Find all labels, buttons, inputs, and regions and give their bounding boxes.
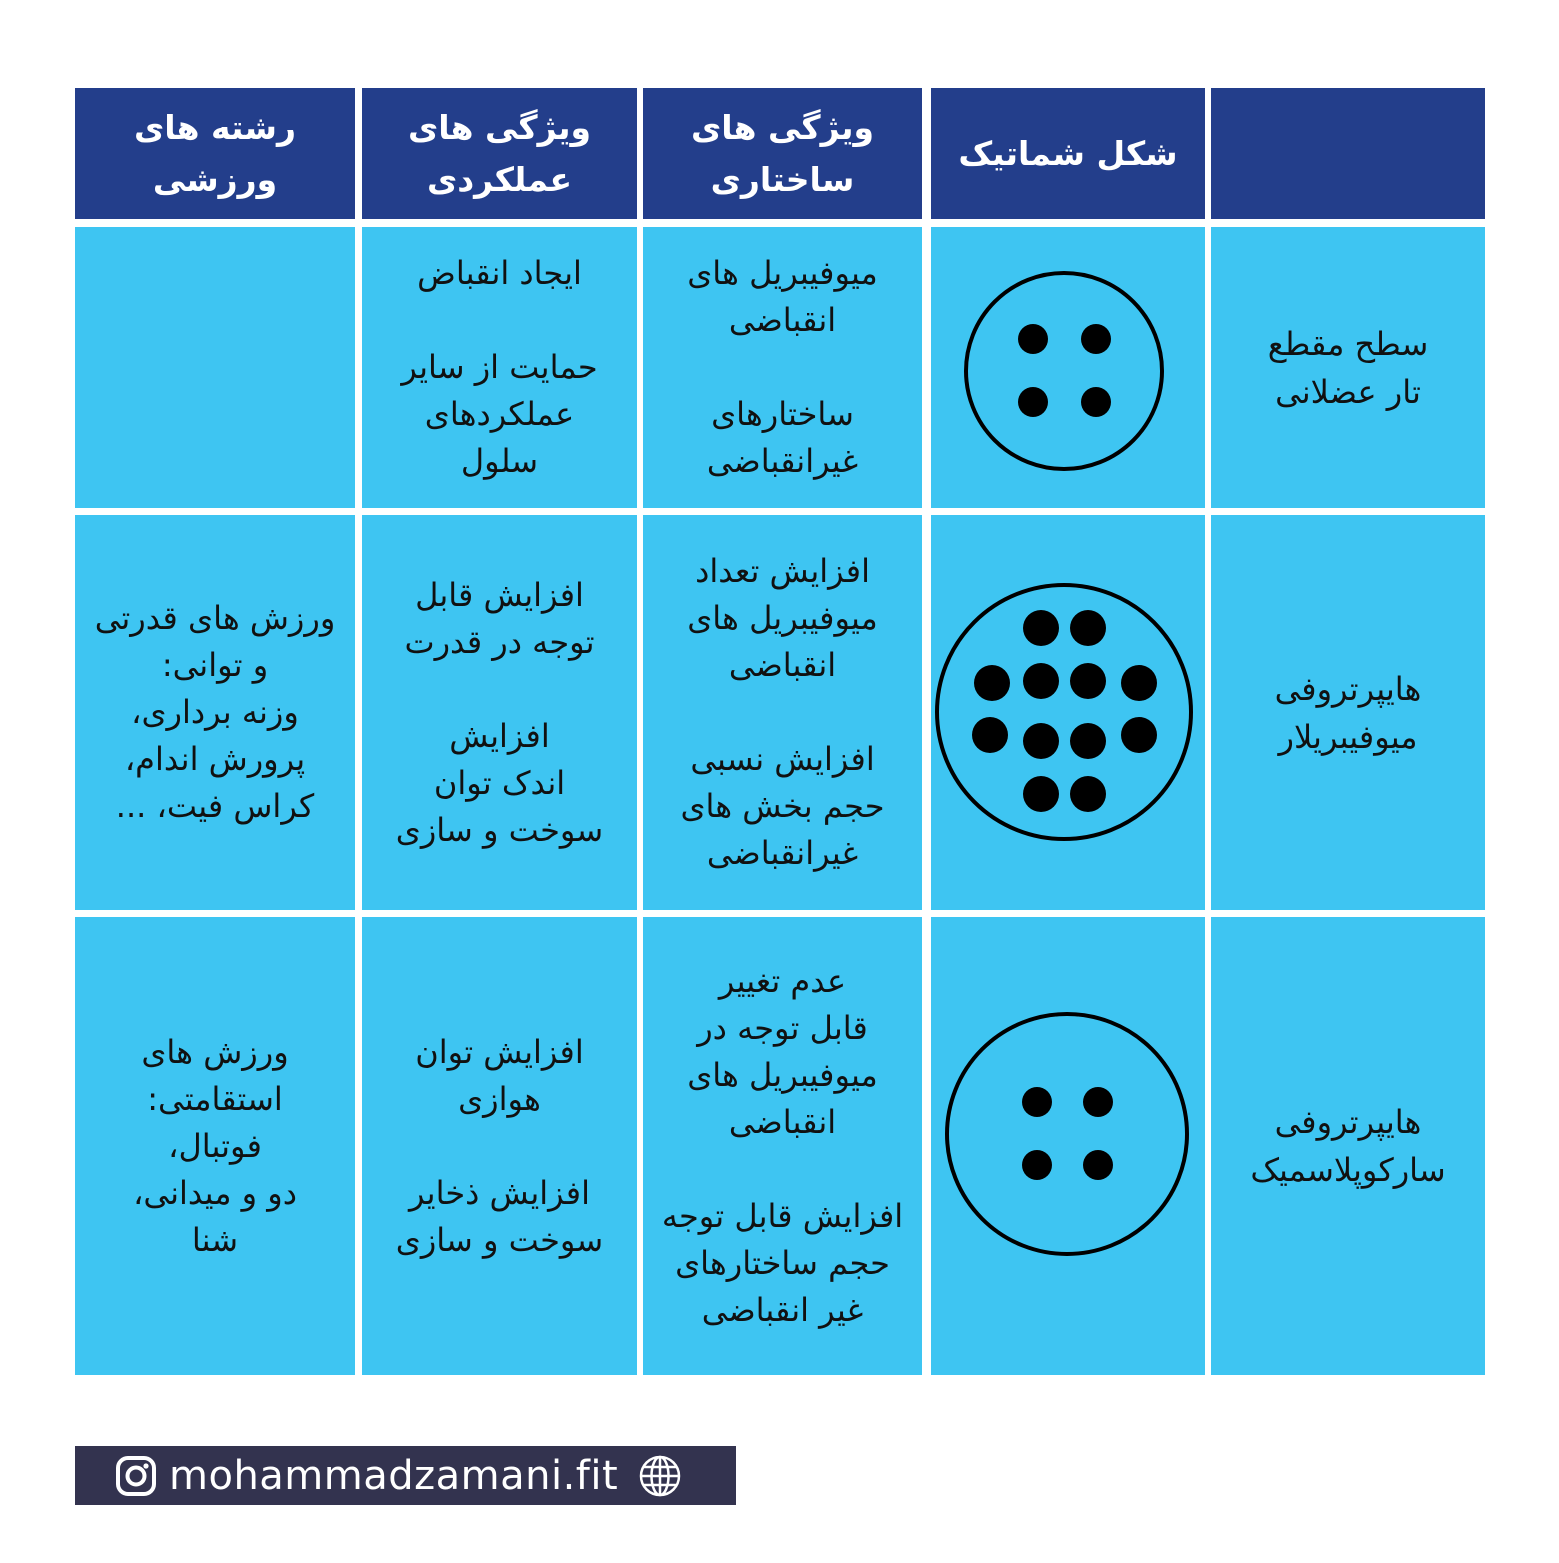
row3-structural: عدم تغییر قابل توجه در میوفیبریل های انقباضی افزایش قابل توجه حجم ساختارهای غیر انقباضی <box>643 917 922 1375</box>
row3-functional: افزایش توان هوازی افزایش ذخایر سوخت و سازی <box>362 917 637 1375</box>
fiber-cross-section-4-dots <box>931 227 1205 508</box>
row2-schematic <box>931 515 1205 910</box>
fiber-cross-section-12-dots <box>931 515 1205 910</box>
footer-banner <box>75 1446 736 1505</box>
header-name-column <box>1211 88 1485 219</box>
row1-sports <box>75 227 355 508</box>
row1-structural: میوفیبریل های انقباضی ساختارهای غیرانقباضی <box>643 227 922 508</box>
globe-icon <box>638 1454 682 1498</box>
row3-name: هایپرتروفی سارکوپلاسمیک <box>1211 917 1485 1375</box>
header-functional: ویژگی های عملکردی <box>362 88 637 219</box>
row1-functional: ایجاد انقباض حمایت از سایر عملکردهای سلول <box>362 227 637 508</box>
row3-sports: ورزش های استقامتی: فوتبال، دو و میدانی، شنا <box>75 917 355 1375</box>
footer-handle: mohammadzamani.fit <box>169 1452 619 1499</box>
row2-structural: افزایش تعداد میوفیبریل های انقباضی افزایش نسبی حجم بخش های غیرانقباضی <box>643 515 922 910</box>
header-schematic: شکل شماتیک <box>931 88 1205 219</box>
row2-name: هایپرتروفی میوفیبریلار <box>1211 515 1485 910</box>
row1-name: سطح مقطع تار عضلانی <box>1211 227 1485 508</box>
row2-sports: ورزش های قدرتی و توانی: وزنه برداری، پرورش اندام، کراس فیت، ... <box>75 515 355 910</box>
header-sports: رشته های ورزشی <box>75 88 355 219</box>
fiber-cross-section-4-dots-large <box>931 917 1205 1375</box>
instagram-icon <box>115 1455 157 1497</box>
header-structural: ویژگی های ساختاری <box>643 88 922 219</box>
row1-schematic <box>931 227 1205 508</box>
row2-functional: افزایش قابل توجه در قدرت افزایش اندک توان سوخت و سازی <box>362 515 637 910</box>
row3-schematic <box>931 917 1205 1375</box>
